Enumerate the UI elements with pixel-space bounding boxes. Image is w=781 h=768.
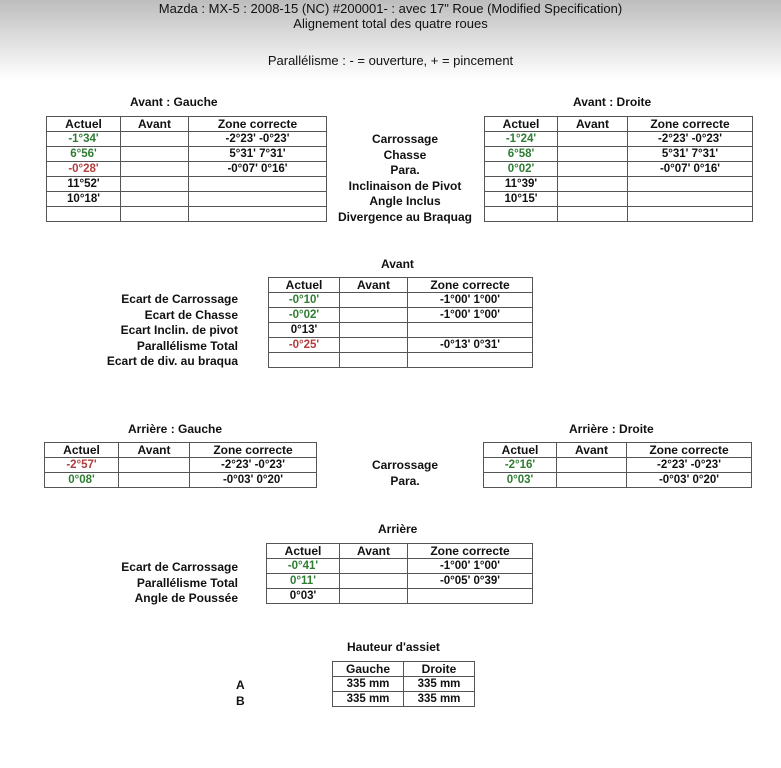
front-measure-labels <box>326 132 484 226</box>
row-label-a: A <box>236 678 245 692</box>
before-value <box>121 162 189 177</box>
front-right-title: Avant : Droite <box>573 95 652 109</box>
before-value <box>557 473 627 488</box>
actual-value: 0°13' <box>269 323 340 338</box>
label-thrust-angle: Angle de Poussée <box>134 591 238 606</box>
range-value <box>628 207 753 222</box>
range-value: -2°23' -0°23' <box>190 458 317 473</box>
table-row <box>47 177 327 192</box>
col-range-header: Zone correcte <box>408 278 533 293</box>
table-row <box>484 458 752 473</box>
ride-height-title: Hauteur d'assiet <box>347 640 440 654</box>
range-value: -2°23' -0°23' <box>628 132 753 147</box>
before-value <box>340 293 408 308</box>
range-value <box>628 177 753 192</box>
col-range-header: Zone correcte <box>628 117 753 132</box>
table-row <box>47 192 327 207</box>
before-value <box>119 458 190 473</box>
label-rear-toe: Para. <box>390 473 420 488</box>
table-row <box>47 132 327 147</box>
range-value: -0°05' 0°39' <box>408 574 533 589</box>
table-row <box>269 353 533 368</box>
toe-legend: Parallélisme : - = ouverture, + = pincement <box>267 53 514 68</box>
label-caster-diff: Ecart de Chasse <box>144 307 238 322</box>
col-right-header: Droite <box>404 662 475 677</box>
actual-value: 6°58' <box>485 147 558 162</box>
table-row <box>47 162 327 177</box>
actual-value <box>485 207 558 222</box>
label-caster: Chasse <box>383 147 427 162</box>
table-row <box>45 458 317 473</box>
label-kpi-diff: Ecart Inclin. de pivot <box>120 323 238 338</box>
col-before-header: Avant <box>119 443 190 458</box>
rear-measure-labels <box>326 458 484 489</box>
label-included-angle: Angle Inclus <box>369 194 441 209</box>
col-range-header: Zone correcte <box>189 117 327 132</box>
front-left-title: Avant : Gauche <box>130 95 218 109</box>
before-value <box>121 177 189 192</box>
range-value: -1°00' 1°00' <box>408 293 533 308</box>
rear-cross-table <box>266 543 533 604</box>
col-actual-header: Actuel <box>45 443 119 458</box>
rear-right-table <box>483 442 752 488</box>
table-row <box>333 677 475 692</box>
row-label-b: B <box>236 693 245 708</box>
range-value <box>408 353 533 368</box>
actual-value: 11°52' <box>47 177 121 192</box>
range-value: -1°00' 1°00' <box>408 559 533 574</box>
actual-value: 10°18' <box>47 192 121 207</box>
actual-value: -0°10' <box>269 293 340 308</box>
label-rear-camber: Carrossage <box>371 458 439 472</box>
table-row <box>267 574 533 589</box>
ride-height-value: 335 mm <box>404 677 475 692</box>
label-toe: Para. <box>390 163 420 178</box>
table-row <box>47 147 327 162</box>
before-value <box>558 177 628 192</box>
front-right-table <box>484 116 753 222</box>
actual-value: 6°56' <box>47 147 121 162</box>
front-cross-title: Avant <box>381 257 414 271</box>
before-value <box>340 353 408 368</box>
before-value <box>121 192 189 207</box>
col-actual-header: Actuel <box>485 117 558 132</box>
range-value: -0°03' 0°20' <box>627 473 752 488</box>
label-rear-camber-diff: Ecart de Carrossage <box>121 560 238 574</box>
before-value <box>119 473 190 488</box>
before-value <box>340 323 408 338</box>
before-value <box>558 147 628 162</box>
before-value <box>558 192 628 207</box>
range-value: 5°31' 7°31' <box>628 147 753 162</box>
col-before-header: Avant <box>340 544 408 559</box>
actual-value: -0°25' <box>269 338 340 353</box>
col-range-header: Zone correcte <box>190 443 317 458</box>
ride-height-value: 335 mm <box>333 692 404 707</box>
table-row <box>485 177 753 192</box>
range-value <box>628 192 753 207</box>
label-rear-total-toe: Parallélisme Total <box>136 575 238 590</box>
table-row <box>267 589 533 604</box>
ride-height-row-labels <box>236 678 250 709</box>
range-value: -0°13' 0°31' <box>408 338 533 353</box>
rear-left-table <box>44 442 317 488</box>
before-value <box>558 207 628 222</box>
range-value: -0°03' 0°20' <box>190 473 317 488</box>
rear-cross-title: Arrière <box>378 522 418 536</box>
before-value <box>340 559 408 574</box>
actual-value: -2°57' <box>45 458 119 473</box>
col-range-header: Zone correcte <box>627 443 752 458</box>
table-row <box>267 559 533 574</box>
range-value <box>189 177 327 192</box>
ride-height-value: 335 mm <box>404 692 475 707</box>
actual-value: -0°02' <box>269 308 340 323</box>
col-actual-header: Actuel <box>267 544 340 559</box>
label-total-toe: Parallélisme Total <box>136 338 238 353</box>
page-subtitle: Alignement total des quatre roues <box>293 16 488 31</box>
before-value <box>121 147 189 162</box>
table-row <box>47 207 327 222</box>
range-value: -0°07' 0°16' <box>189 162 327 177</box>
rear-left-title: Arrière : Gauche <box>128 422 223 436</box>
label-kpi: Inclinaison de Pivot <box>348 178 462 193</box>
before-value <box>558 132 628 147</box>
actual-value: -0°41' <box>267 559 340 574</box>
front-left-table <box>46 116 327 222</box>
col-actual-header: Actuel <box>269 278 340 293</box>
col-before-header: Avant <box>558 117 628 132</box>
table-row <box>485 147 753 162</box>
actual-value: 0°03' <box>484 473 557 488</box>
before-value <box>121 132 189 147</box>
before-value <box>121 207 189 222</box>
table-row <box>485 207 753 222</box>
actual-value: 0°02' <box>485 162 558 177</box>
table-row <box>485 192 753 207</box>
col-actual-header: Actuel <box>47 117 121 132</box>
before-value <box>557 458 627 473</box>
page-title: Mazda : MX-5 : 2008-15 (NC) #200001- : avec 17" Roue (Modified Specification) <box>158 1 623 16</box>
label-camber: Carrossage <box>371 132 439 146</box>
col-before-header: Avant <box>340 278 408 293</box>
actual-value <box>47 207 121 222</box>
front-cross-labels <box>86 292 238 370</box>
actual-value: 0°08' <box>45 473 119 488</box>
range-value: -2°23' -0°23' <box>627 458 752 473</box>
range-value: 5°31' 7°31' <box>189 147 327 162</box>
label-camber-diff: Ecart de Carrossage <box>121 292 238 306</box>
actual-value <box>269 353 340 368</box>
label-turn-diff: Ecart de div. au braqua <box>106 354 238 369</box>
range-value <box>189 192 327 207</box>
range-value <box>408 589 533 604</box>
rear-cross-labels <box>86 560 238 607</box>
table-row <box>269 308 533 323</box>
ride-height-value: 335 mm <box>333 677 404 692</box>
actual-value: -1°24' <box>485 132 558 147</box>
col-actual-header: Actuel <box>484 443 557 458</box>
range-value: -2°23' -0°23' <box>189 132 327 147</box>
label-toe-out-on-turns: Divergence au Braquag <box>337 209 473 224</box>
range-value: -0°07' 0°16' <box>628 162 753 177</box>
before-value <box>558 162 628 177</box>
table-row <box>269 338 533 353</box>
range-value <box>189 207 327 222</box>
col-range-header: Zone correcte <box>408 544 533 559</box>
table-row <box>269 323 533 338</box>
rear-right-title: Arrière : Droite <box>569 422 654 436</box>
before-value <box>340 308 408 323</box>
before-value <box>340 589 408 604</box>
before-value <box>340 338 408 353</box>
actual-value: -1°34' <box>47 132 121 147</box>
table-row <box>485 132 753 147</box>
table-row <box>485 162 753 177</box>
actual-value: 0°03' <box>267 589 340 604</box>
ride-height-table <box>332 661 475 707</box>
actual-value: -0°28' <box>47 162 121 177</box>
actual-value: 0°11' <box>267 574 340 589</box>
front-cross-table <box>268 277 533 368</box>
table-row <box>484 473 752 488</box>
col-before-header: Avant <box>557 443 627 458</box>
col-before-header: Avant <box>121 117 189 132</box>
range-value <box>408 323 533 338</box>
actual-value: 10°15' <box>485 192 558 207</box>
col-left-header: Gauche <box>333 662 404 677</box>
before-value <box>340 574 408 589</box>
actual-value: 11°39' <box>485 177 558 192</box>
table-row <box>333 692 475 707</box>
actual-value: -2°16' <box>484 458 557 473</box>
table-row <box>269 293 533 308</box>
table-row <box>45 473 317 488</box>
range-value: -1°00' 1°00' <box>408 308 533 323</box>
